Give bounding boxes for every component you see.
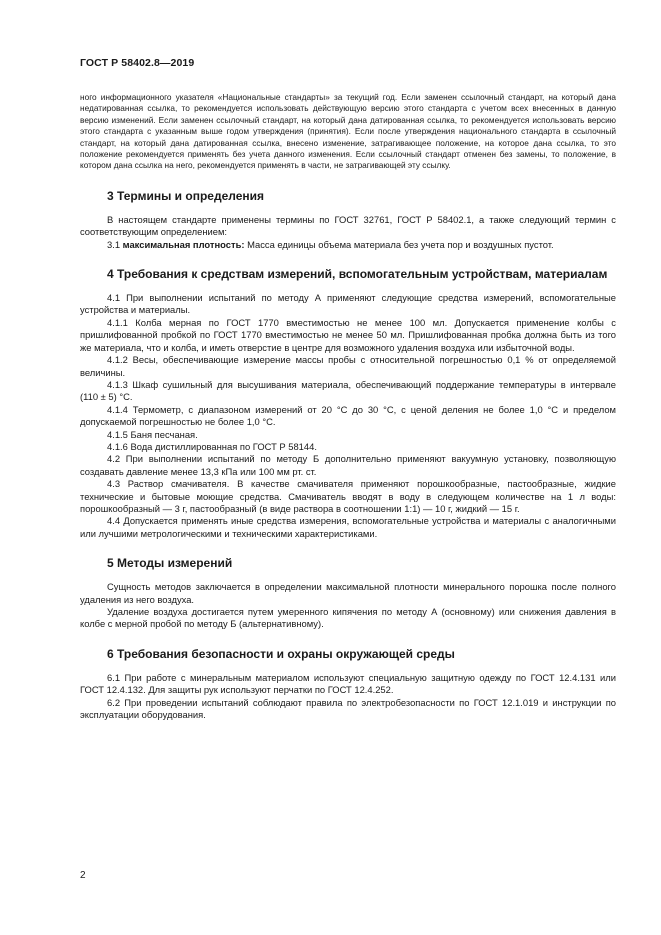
term-number: 3.1 [107, 238, 121, 250]
paragraph-4-1-1: 4.1.1 Колба мерная по ГОСТ 1770 вместимостью не менее 100 мл. Допускается применение колбы с пришлифованной пробкой по ГОСТ 1770 вместимостью не менее 50 мл. Пришлифованная пробка должна быть из того же материала, что и колба, и иметь отверстие в центре для возможного удаления воздуха или избыточной воды. [80, 316, 616, 353]
section-5-paragraph-1: Сущность методов заключается в определении максимальной плотности минерального порошка после полного удаления из него воздуха. [80, 581, 616, 605]
paragraph-6-1: 6.1 При работе с минеральным материалом используют специальную защитную одежду по ГОСТ 12.4.131 или ГОСТ 12.4.132. Для защиты рук используют перчатки по ГОСТ 12.4.252. [80, 671, 616, 696]
paragraph-4-1-3: 4.1.3 Шкаф сушильный для высушивания материала, обеспечивающий поддержание температуры в интервале (110 ± 5) °С. [80, 378, 616, 403]
section-5-heading: 5 Методы измерений [107, 556, 233, 571]
term-definition-text: Масса единицы объема материала без учета пор и воздушных пустот. [247, 238, 554, 250]
paragraph-6-2: 6.2 При проведении испытаний соблюдают правила по электробезопасности по ГОСТ 12.1.019 и инструкции по эксплуатации оборудования. [80, 696, 616, 721]
paragraph-4-1-5: 4.1.5 Баня песчаная. [107, 428, 198, 440]
section-6-heading: 6 Требования безопасности и охраны окружающей среды [107, 646, 455, 661]
paragraph-4-1: 4.1 При выполнении испытаний по методу А применяют следующие средства измерений, вспомогательные устройства и материалы. [80, 292, 616, 316]
document-header: ГОСТ Р 58402.8—2019 [80, 57, 195, 69]
term-definition [80, 239, 616, 251]
paragraph-4-1-2: 4.1.2 Весы, обеспечивающие измерение массы пробы с относительной погрешностью 0,1 % от определяемой величины. [80, 354, 616, 378]
document-body [80, 92, 616, 721]
paragraph-4-1-6: 4.1.6 Вода дистиллированная по ГОСТ Р 58144. [107, 440, 317, 452]
section-3-heading: 3 Термины и определения [107, 188, 265, 203]
section-4-heading: 4 Требования к средствам измерений, вспомогательным устройствам, материалам [107, 267, 608, 282]
section-5-paragraph-2: Удаление воздуха достигается путем умеренного кипячения по методу А (основному) или снижения давления в колбе с мерной пробой по методу Б (альтернативному). [80, 606, 616, 630]
page-number: 2 [80, 870, 86, 881]
paragraph-4-4: 4.4 Допускается применять иные средства измерения, вспомогательные устройства и материалы с аналогичными или лучшими метрологическими и техническими характеристиками. [80, 515, 616, 539]
paragraph-4-3: 4.3 Раствор смачивателя. В качестве смачивателя применяют порошкообразные, пастообразные, жидкие технические и бытовые моющие средства. Смачиватель вводят в воду в следующем количестве на 1 л воды: порошкообразный — 3 г, пастообразный (в виде раствора в соотношении 1:1) — 10 г, жидкий — 15 г. [80, 478, 616, 514]
section-3-paragraph: В настоящем стандарте применены термины по ГОСТ 32761, ГОСТ Р 58402.1, а также следующий термин с соответствующим определением: [80, 213, 616, 238]
paragraph-4-2: 4.2 При выполнении испытаний по методу Б дополнительно применяют вакуумную установку, позволяющую создавать давление менее 13,3 кПа или 100 мм рт. ст. [80, 453, 616, 477]
paragraph-4-1-4: 4.1.4 Термометр, с диапазоном измерений от 20 °С до 30 °С, с ценой деления не более 1,0 °С и пределом допускаемой погрешностью не более 1,0 °С. [80, 403, 616, 428]
intro-paragraph: ного информационного указателя «Национальные стандарты» за текущий год. Если заменен ссылочный стандарт, на который дана недатированная ссылка, то рекомендуется использовать действующую версию этого стандарта с учетом всех внесенных в данную версию изменений. Если заменен ссылочный стандарт, на который дана датированная ссылка, то рекомендуется использовать версию этого стандарта с указанным выше годом утверждения (принятия). Если после утверждения национального стандарта в ссылочный стандарт, на который дана датированная ссылка, внесено изменение, затрагивающее положение, на которое дана ссылка, то это положение рекомендуется применять без учета данного изменения. Если ссылочный стандарт отменен без замены, то положение, в котором дана ссылка на него, рекомендуется применять в части, не затрагивающей эту ссылку. [80, 92, 616, 171]
term-name: максимальная плотность: [122, 238, 245, 250]
